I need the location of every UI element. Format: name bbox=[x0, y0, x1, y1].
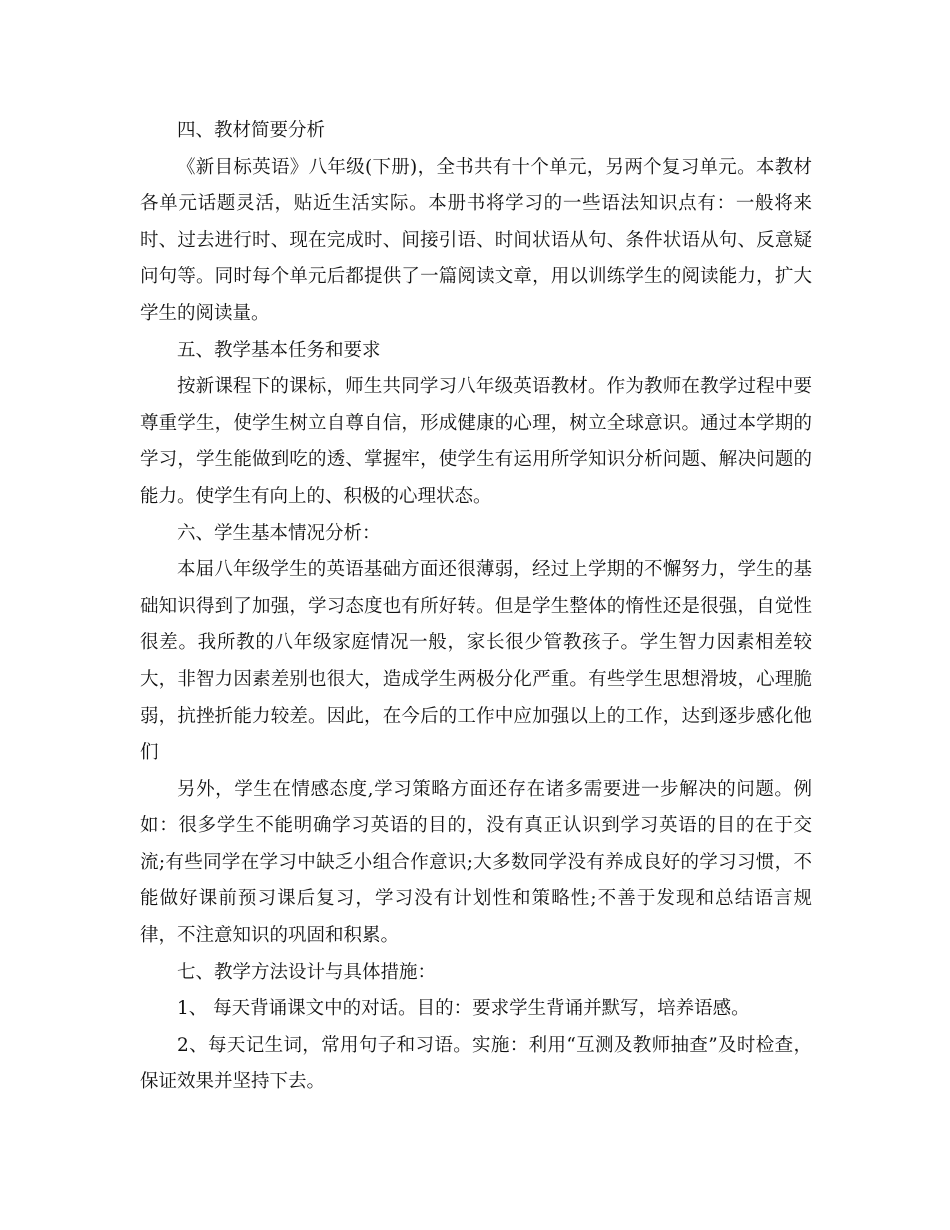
section-heading-4: 四、教材简要分析 bbox=[177, 120, 326, 141]
document-body bbox=[140, 113, 812, 1101]
section-heading-6: 六、学生基本情况分析： bbox=[177, 522, 381, 544]
paragraph-student-situation: 本届八年级学生的英语基础方面还很薄弱，经过上学期的不懈努力，学生的基础知识得到了加强，学习态度也有所好转。但是学生整体的惰性还是很强，自觉性很差。我所教的八年级家庭情况一般，家长很少管教孩子。学生智力因素相差较大，非智力因素差别也很大，造成学生两极分化严重。有些学生思想滑坡，心理脆弱，抗挫折能力较差。因此，在今后的工作中应加强以上的工作，达到逐步感化他们 bbox=[140, 559, 812, 764]
paragraph-measure-2: 2、每天记生词，常用句子和习语。实施：利用“互测及教师抽查”及时检查，保证效果并坚持下去。 bbox=[140, 1034, 812, 1093]
paragraph-measure-1: 1、 每天背诵课文中的对话。目的：要求学生背诵并默写，培养语感。 bbox=[177, 998, 750, 1020]
section-heading-7: 七、教学方法设计与具体措施： bbox=[177, 961, 437, 983]
paragraph-textbook-analysis: 《新目标英语》八年级(下册)，全书共有十个单元，另两个复习单元。本教材各单元话题灵活，贴近生活实际。本册书将学习的一些语法知识点有：一般将来时、过去进行时、现在完成时、间接引语、时间状语从句、条件状语从句、反意疑问句等。同时每个单元后都提供了一篇阅读文章，用以训练学生的阅读能力，扩大学生的阅读量。 bbox=[140, 156, 812, 324]
paragraph-teaching-tasks: 按新课程下的课标，师生共同学习八年级英语教材。作为教师在教学过程中要尊重学生，使学生树立自尊自信，形成健康的心理，树立全球意识。通过本学期的学习，学生能做到吃的透、掌握牢，使学生有运用所学知识分析问题、解决问题的能力。使学生有向上的、积极的心理状态。 bbox=[140, 376, 812, 507]
paragraph-student-problems: 另外，学生在情感态度,学习策略方面还存在诸多需要进一步解决的问题。例如：很多学生不能明确学习英语的目的，没有真正认识到学习英语的目的在于交流;有些同学在学习中缺乏小组合作意识;大多数同学没有养成良好的学习习惯，不能做好课前预习课后复习，学习没有计划性和策略性;不善于发现和总结语言规律，不注意知识的巩固和积累。 bbox=[140, 778, 812, 947]
section-heading-5: 五、教学基本任务和要求 bbox=[177, 339, 381, 361]
